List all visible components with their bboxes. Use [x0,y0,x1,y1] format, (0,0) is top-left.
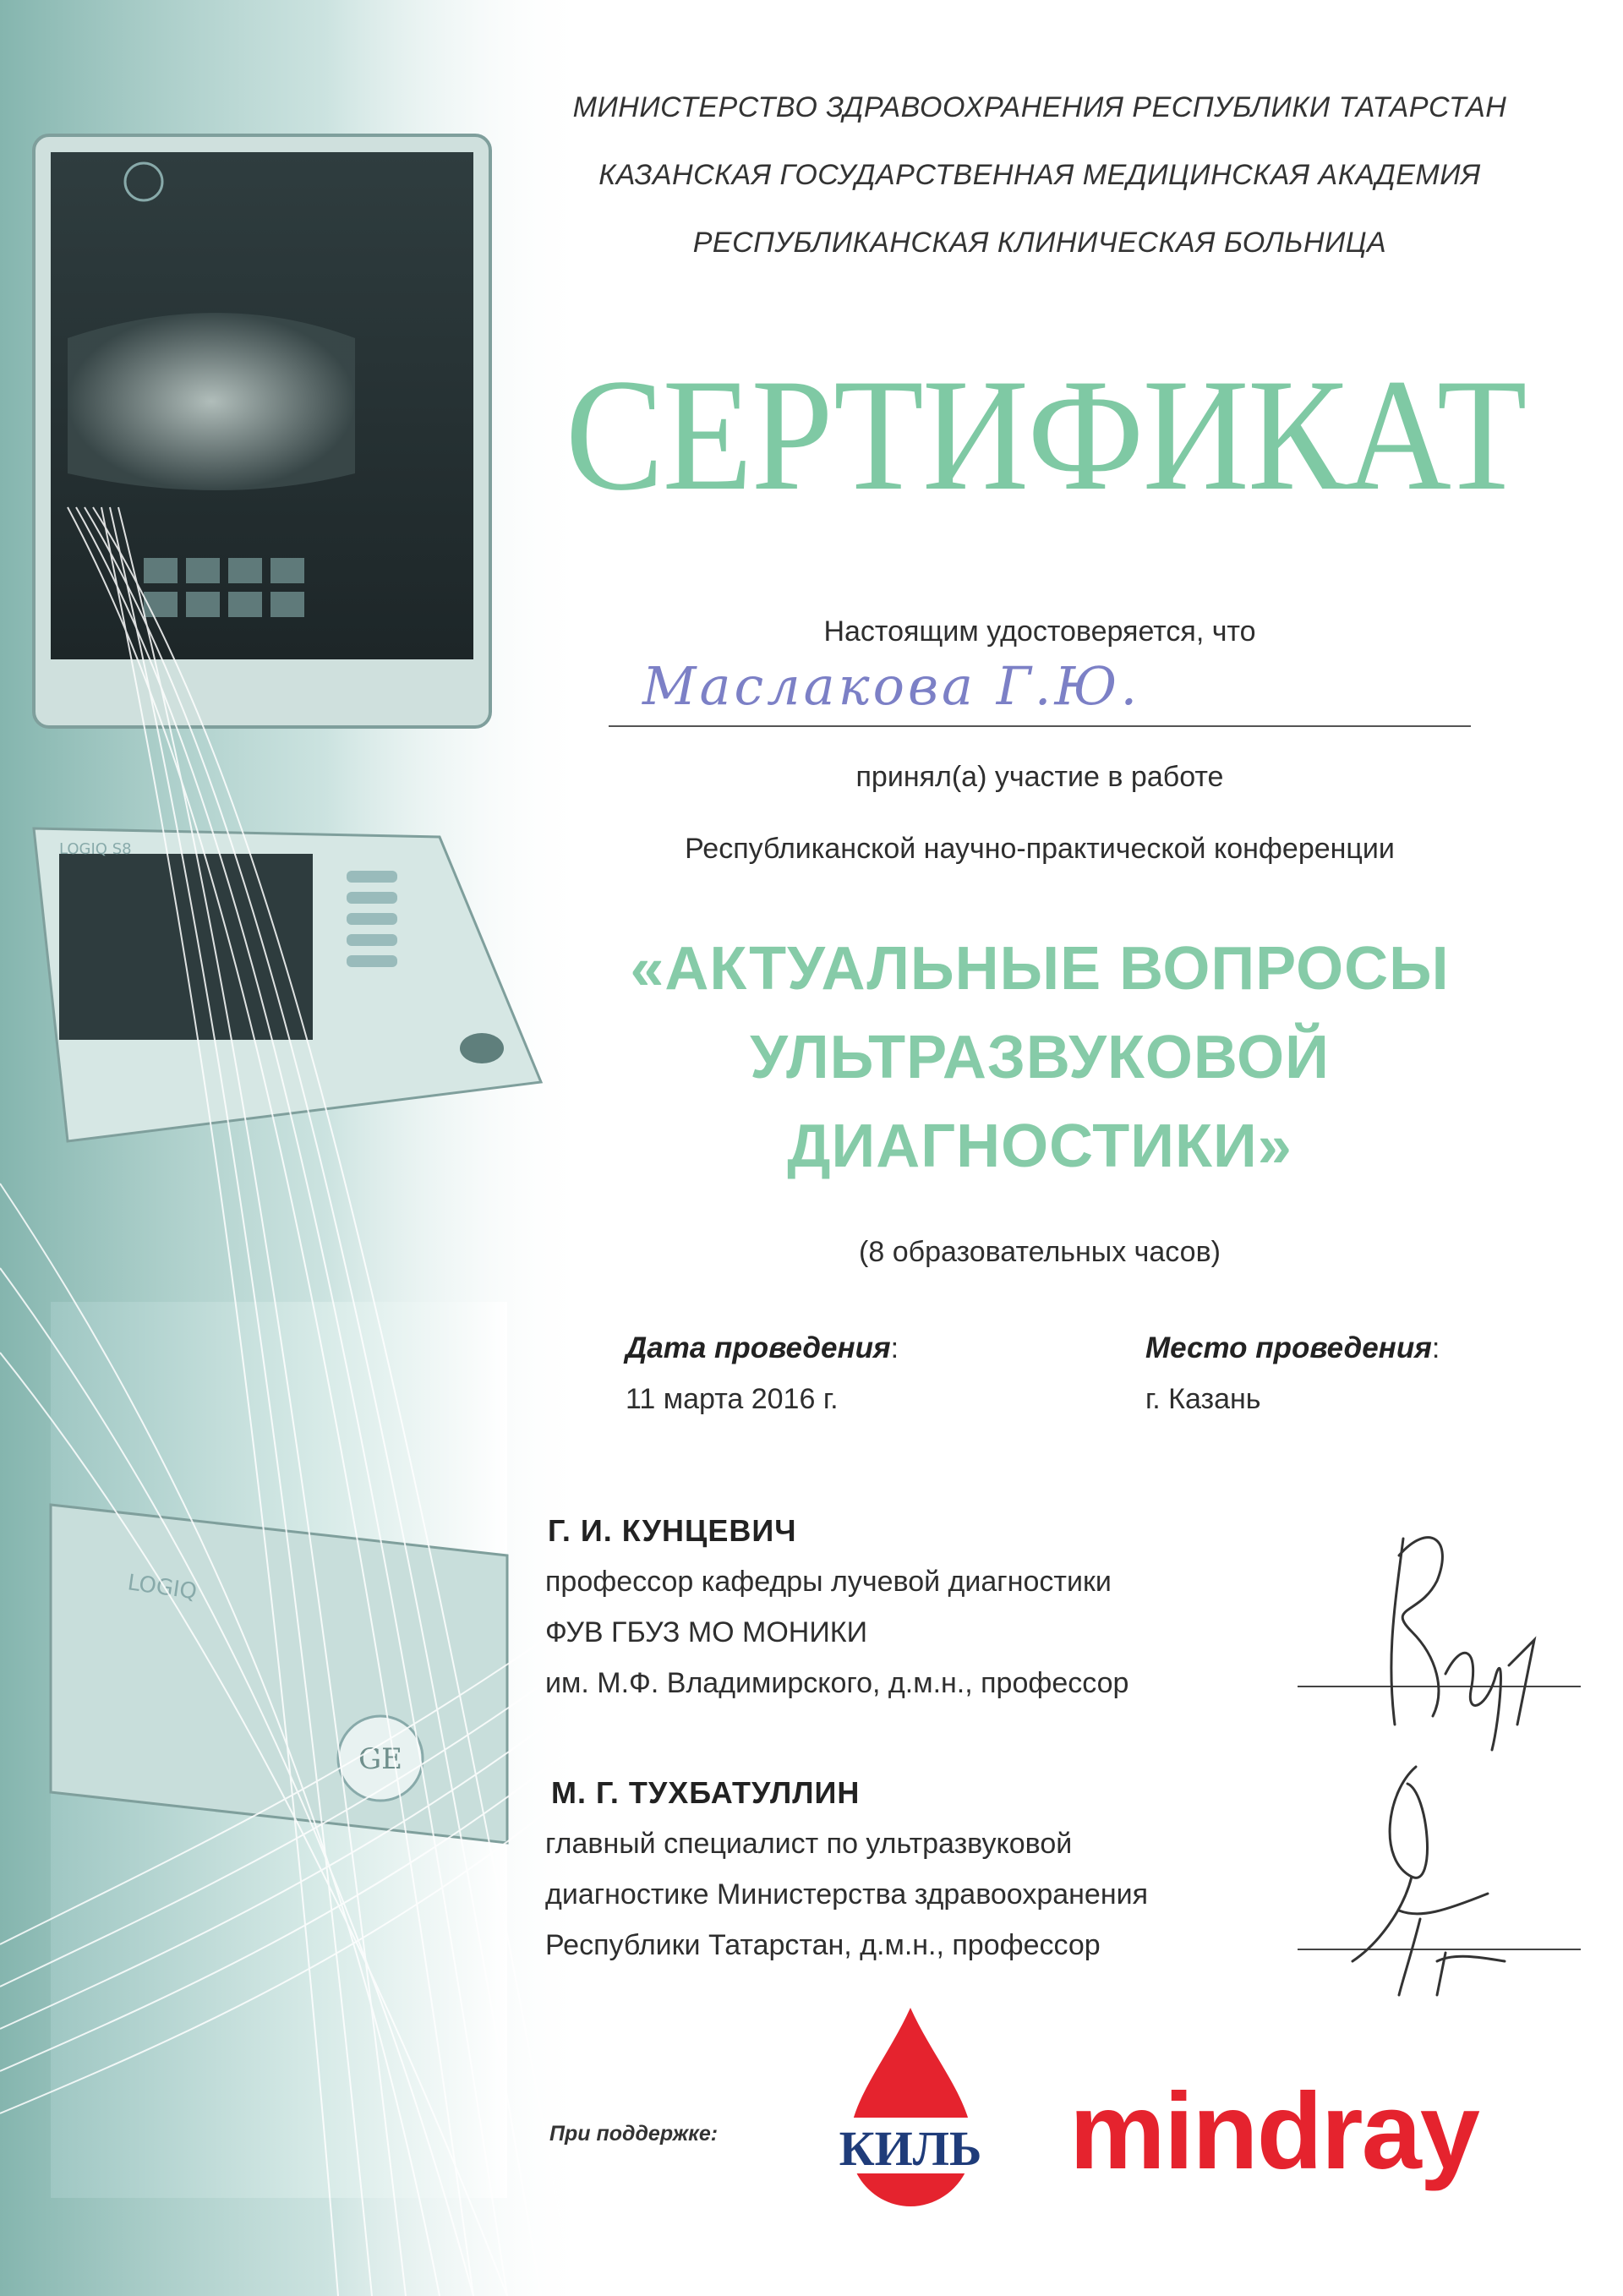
conference-title-line1: «АКТУАЛЬНЫЕ ВОПРОСЫ [630,935,1450,1003]
place-value: г. Казань [1145,1383,1261,1415]
kil-logo [837,1999,985,2211]
signatory-2-name: М. Г. ТУХБАТУЛЛИН [551,1775,861,1810]
ultrasound-machine-illustration [0,0,592,2296]
signatory-2-title-line2: диагностике Министерства здравоохранения [545,1878,1149,1911]
conference-title-line2: УЛЬТРАЗВУКОВОЙ [750,1024,1330,1091]
kil-logo-text: КИЛЬ [839,2121,982,2176]
date-value: 11 марта 2016 г. [626,1383,839,1415]
academy-line: КАЗАНСКАЯ ГОСУДАРСТВЕННАЯ МЕДИЦИНСКАЯ АКАДЕМИЯ [598,159,1481,191]
signature-1 [1352,1505,1564,1758]
certifies-text: Настоящим удостоверяется, что [823,615,1256,648]
recipient-name: Маслакова Г.Ю. [642,655,1141,717]
hospital-line: РЕСПУБЛИКАНСКАЯ КЛИНИЧЕСКАЯ БОЛЬНИЦА [692,227,1387,259]
svg-text:GE: GE [358,1742,402,1776]
signatory-1-title-line2: ФУВ ГБУЗ МО МОНИКИ [545,1616,868,1648]
signatory-1-title-line1: профессор кафедры лучевой диагностики [545,1566,1112,1598]
signatory-2-title-line1: главный специалист по ультразвуковой [545,1828,1073,1860]
certificate-title: СЕРТИФИКАТ [565,347,1526,524]
hours-text: (8 образовательных часов) [859,1236,1221,1268]
signature-2 [1319,1741,1538,2012]
svg-text:LOGIQ: LOGIQ [126,1570,199,1605]
signatory-1-name: Г. И. КУНЦЕВИЧ [548,1513,797,1548]
support-label: При поддержке: [549,2122,719,2146]
recipient-underline [609,725,1471,727]
place-label: Место проведения: [1145,1331,1440,1364]
signatory-1-title-line3: им. М.Ф. Владимирского, д.м.н., профессор [545,1667,1129,1699]
svg-text:LOGIQ S8: LOGIQ S8 [59,840,132,858]
conference-type: Республиканской научно-практической конференции [685,833,1395,865]
ministry-line: МИНИСТЕРСТВО ЗДРАВООХРАНЕНИЯ РЕСПУБЛИКИ ТАТАРСТАН [572,91,1507,123]
participated-text: принял(а) участие в работе [855,761,1224,793]
mindray-logo: mindray [1069,2071,1478,2192]
conference-title-line3: ДИАГНОСТИКИ» [787,1112,1292,1180]
signatory-2-title-line3: Республики Татарстан, д.м.н., профессор [545,1929,1101,1961]
date-label: Дата проведения: [626,1331,899,1364]
